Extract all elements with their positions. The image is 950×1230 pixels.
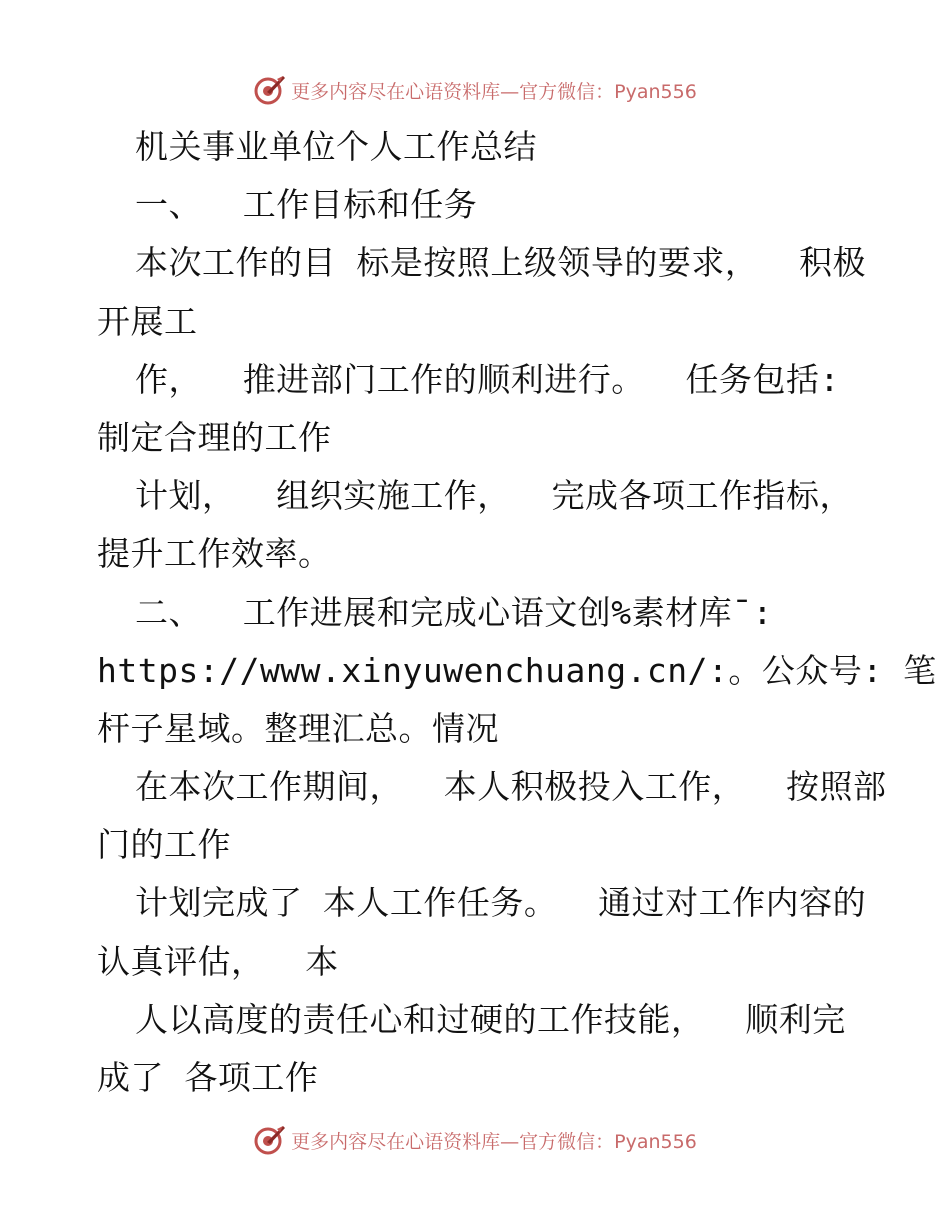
document-line: 计划完成了 本人工作任务。 通过对工作内容的 [135, 883, 867, 923]
document-line: 成了 各项工作 [97, 1058, 319, 1097]
document-line: 机关事业单位个人工作总结 [135, 127, 537, 166]
document-line: 一、 工作目标和任务 [135, 185, 478, 225]
document-line: 提升工作效率。 [97, 534, 332, 574]
document-line: 认真评估， 本 [97, 941, 339, 981]
banner-text: 更多内容尽在心语资料库—官方微信：Pyan556 [291, 80, 697, 103]
quill-pen-seal-icon [253, 1123, 287, 1157]
document-line: 制定合理的工作 [97, 417, 332, 457]
document-line: 计划， 组织实施工作， 完成各项工作指标， [135, 476, 853, 516]
document-line: 开展工 [97, 301, 198, 341]
document-line: 门的工作 [97, 825, 231, 865]
document-line: https://www.xinyuwenchuang.cn/:。公众号: 笔 [97, 650, 937, 690]
document-line: 二、 工作进展和完成心语文创%素材库¯: [135, 592, 773, 632]
header-banner [0, 70, 950, 110]
wechat-id: Pyan556 [614, 80, 697, 103]
document-line: 杆子星域。整理汇总。情况 [97, 708, 499, 748]
document-body [97, 118, 937, 1107]
banner-text: 更多内容尽在心语资料库—官方微信：Pyan556 [291, 1130, 697, 1153]
document-line: 作， 推进部门工作的顺利进行。 任务包括: [135, 359, 840, 399]
document-line: 本次工作的目 标是按照上级领导的要求， 积极 [135, 243, 867, 283]
quill-pen-seal-icon [253, 73, 287, 107]
document-line: 在本次工作期间， 本人积极投入工作， 按照部 [135, 767, 887, 807]
footer-banner [0, 1120, 950, 1160]
document-line: 人以高度的责任心和过硬的工作技能， 顺利完 [135, 999, 846, 1039]
wechat-id: Pyan556 [614, 1130, 697, 1153]
